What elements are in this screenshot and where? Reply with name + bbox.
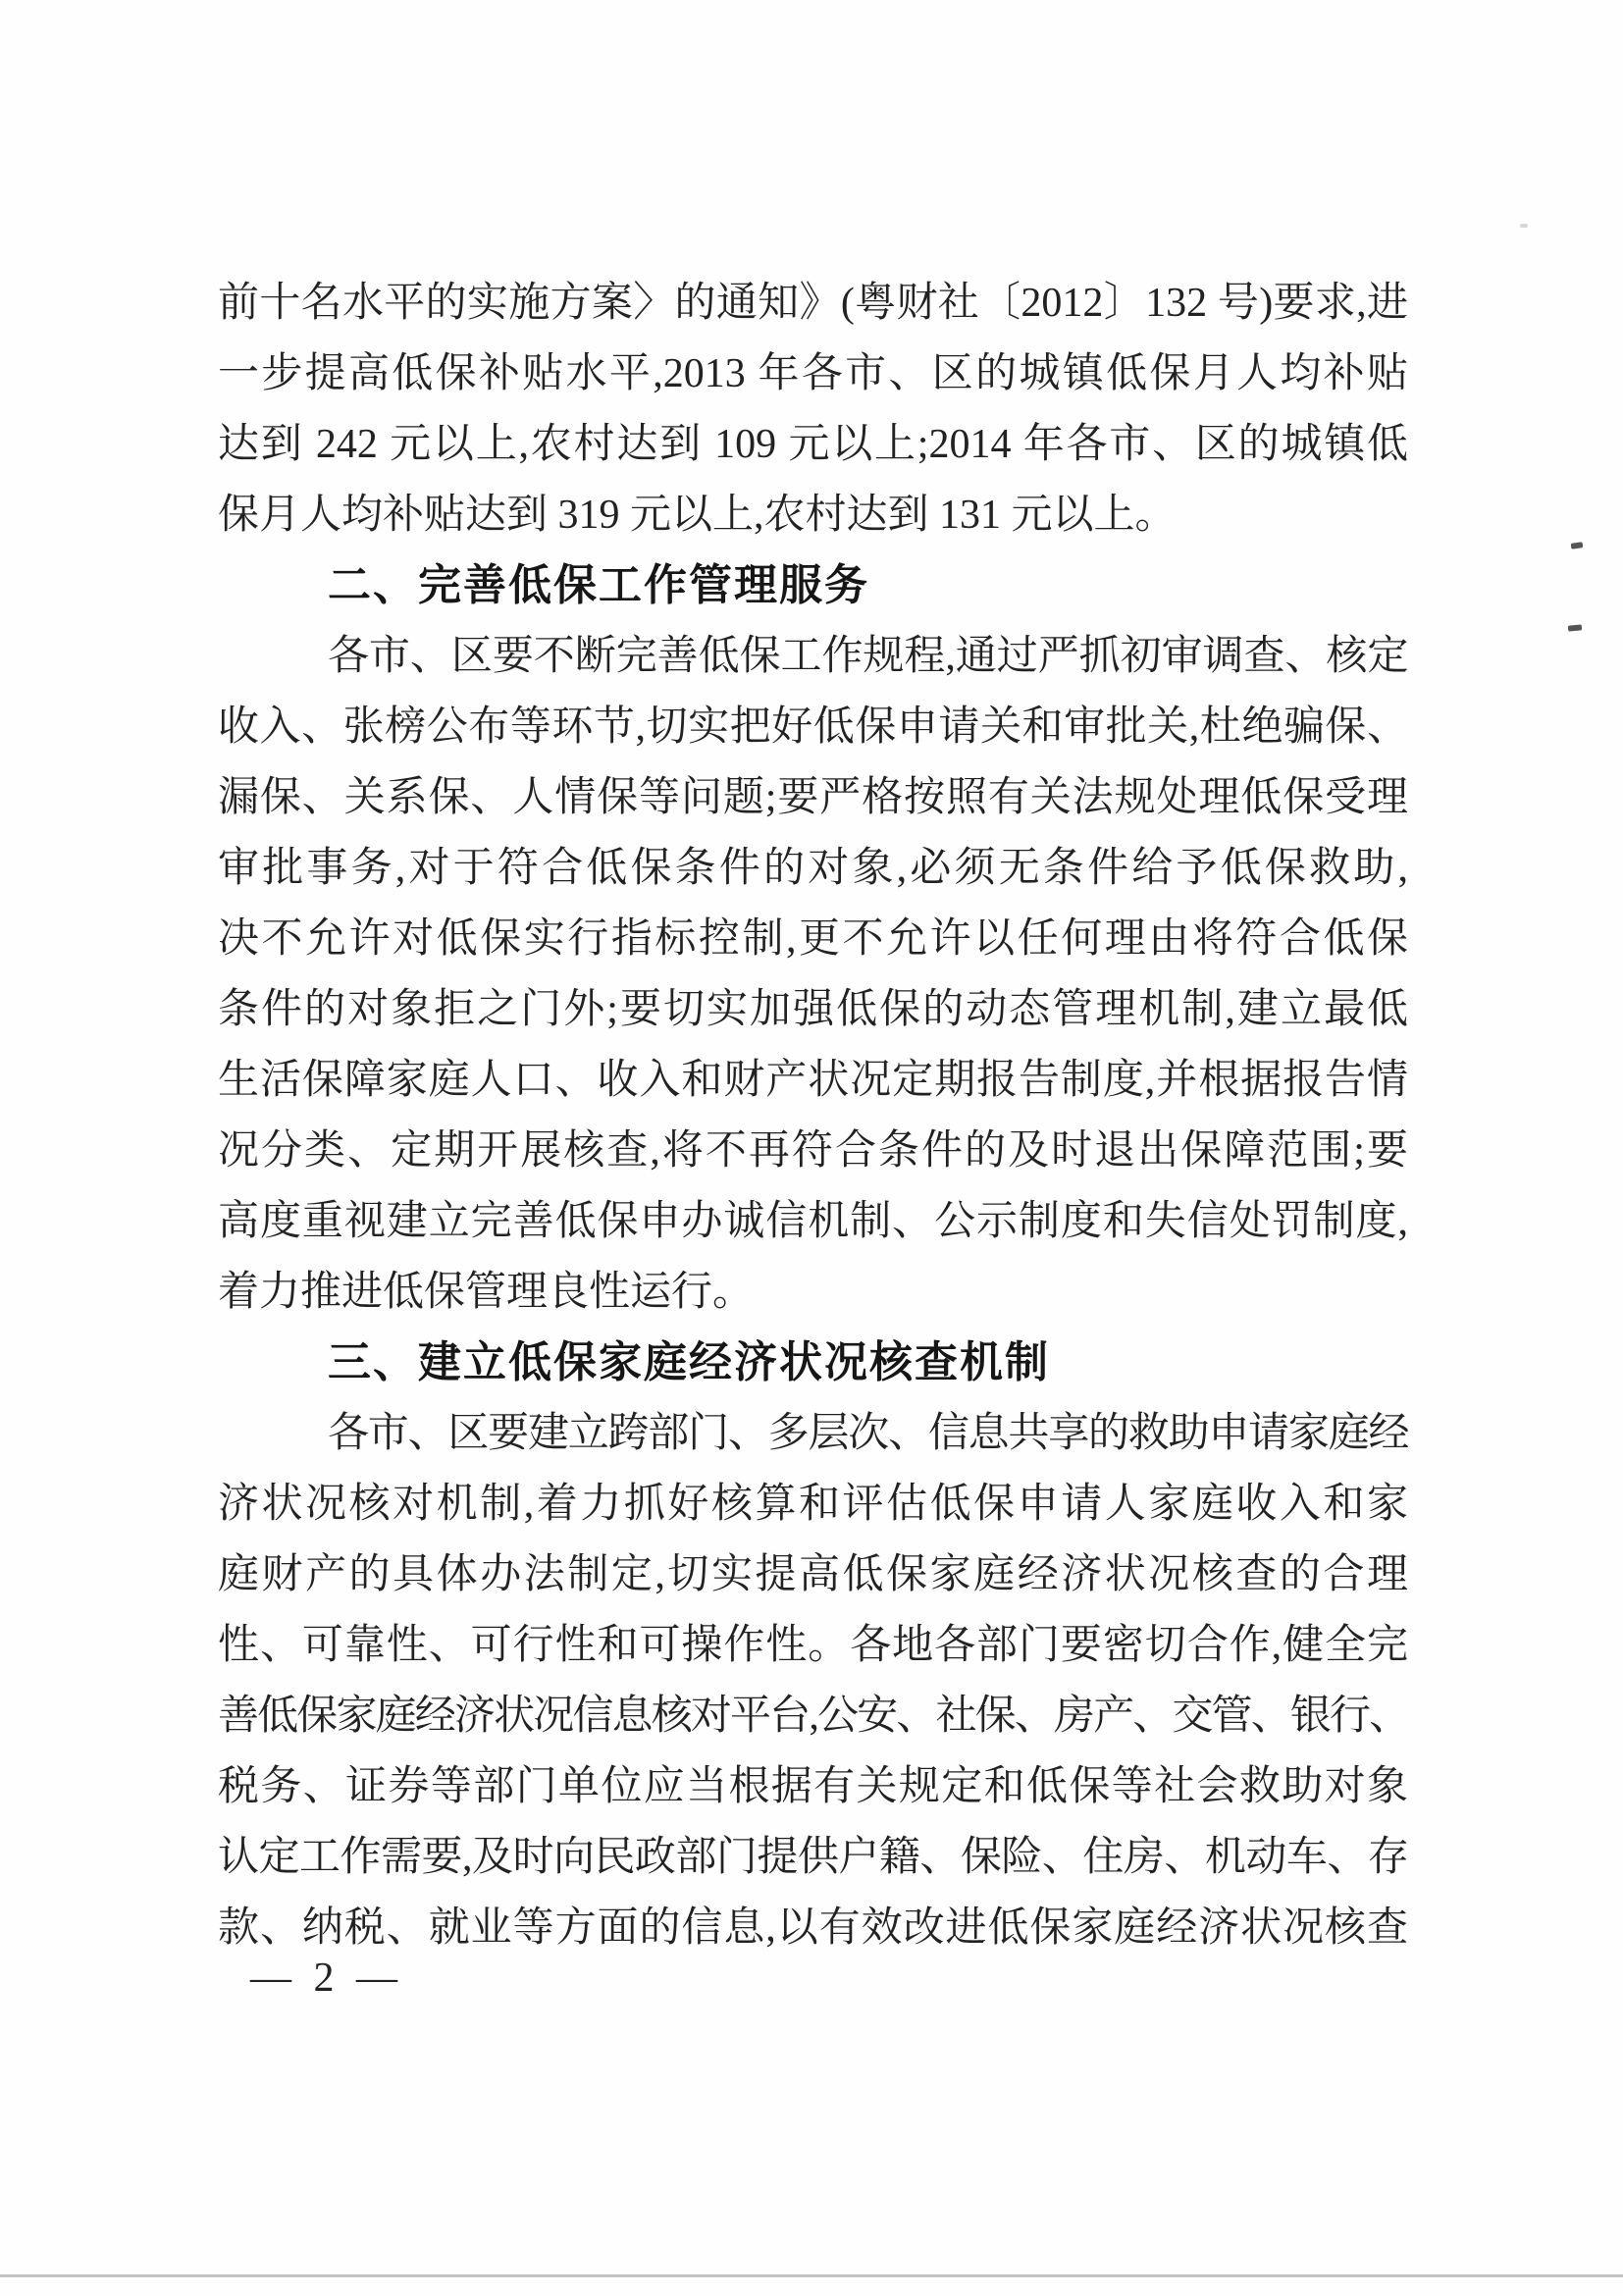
- text-line: 款、纳税、就业等方面的信息,以有效改进低保家庭经济状况核查: [218, 1905, 1408, 1951]
- ink-speck: [1568, 624, 1582, 631]
- text-line: 善低保家庭经济状况信息核对平台,公安、社保、房产、交管、银行、: [218, 1694, 1408, 1739]
- text-line: 生活保障家庭人口、收入和财产状况定期报告制度,并根据报告情: [218, 1058, 1408, 1103]
- text-line: 一步提高低保补贴水平,2013 年各市、区的城镇低保月人均补贴: [218, 351, 1408, 396]
- text-line: 达到 242 元以上,农村达到 109 元以上;2014 年各市、区的城镇低: [218, 422, 1408, 467]
- text-line: 前十名水平的实施方案〉的通知》(粤财社〔2012〕132 号)要求,进: [218, 281, 1408, 326]
- text-line: 高度重视建立完善低保申办诚信机制、公示制度和失信处罚制度,: [218, 1199, 1408, 1244]
- text-line: 保月人均补贴达到 319 元以上,农村达到 131 元以上。: [218, 493, 1177, 538]
- section-heading: 二、完善低保工作管理服务: [328, 561, 869, 609]
- ink-speck: [1571, 542, 1584, 549]
- text-line: 税务、证券等部门单位应当根据有关规定和低保等社会救助对象: [218, 1764, 1408, 1809]
- text-line: 各市、区要不断完善低保工作规程,通过严抓初审调查、核定: [328, 634, 1408, 679]
- text-line: 各市、区要建立跨部门、多层次、信息共享的救助申请家庭经: [328, 1411, 1408, 1456]
- text-line: 收入、张榜公布等环节,切实把好低保申请关和审批关,杜绝骗保、: [218, 704, 1408, 750]
- section-heading: 三、建立低保家庭经济状况核查机制: [328, 1338, 1050, 1386]
- text-line: 着力推进低保管理良性运行。: [218, 1270, 755, 1315]
- text-line: 济状况核对机制,着力抓好核算和评估低保申请人家庭收入和家: [218, 1482, 1408, 1527]
- text-line: 审批事务,对于符合低保条件的对象,必须无条件给予低保救助,: [218, 846, 1408, 891]
- text-line: 庭财产的具体办法制定,切实提高低保家庭经济状况核查的合理: [218, 1552, 1408, 1597]
- text-line: 况分类、定期开展核查,将不再符合条件的及时退出保障范围;要: [218, 1128, 1408, 1174]
- text-line: 条件的对象拒之门外;要切实加强低保的动态管理机制,建立最低: [218, 987, 1408, 1032]
- text-line: 决不允许对低保实行指标控制,更不允许以任何理由将符合低保: [218, 916, 1408, 962]
- page-number: — 2 —: [250, 1956, 403, 2001]
- text-line: 认定工作需要,及时向民政部门提供户籍、保险、住房、机动车、存: [218, 1835, 1408, 1880]
- ink-speck: [1520, 224, 1528, 228]
- scan-edge-line: [0, 2274, 1623, 2277]
- text-line: 性、可靠性、可行性和可操作性。各地各部门要密切合作,健全完: [218, 1623, 1408, 1668]
- text-line: 漏保、关系保、人情保等问题;要严格按照有关法规处理低保受理: [218, 775, 1408, 820]
- document-body: [218, 268, 1408, 1963]
